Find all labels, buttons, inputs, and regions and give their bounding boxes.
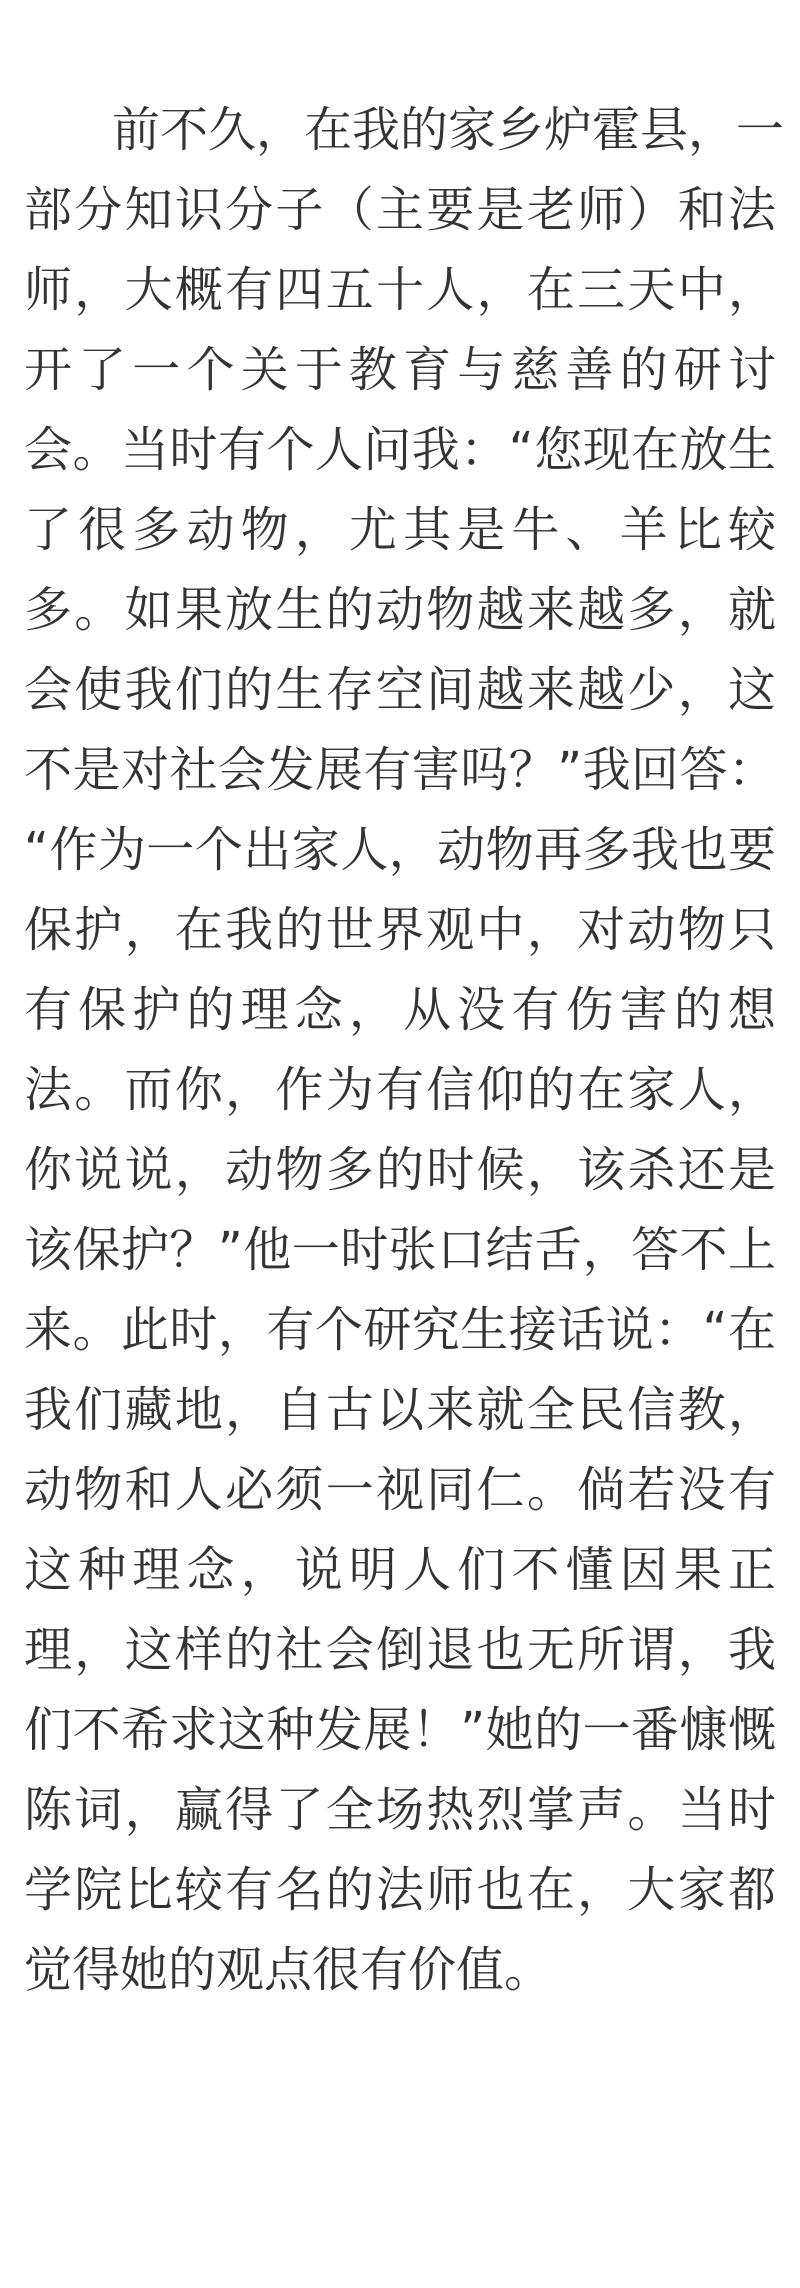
- text-line: 不是对社会发展有害吗？”我回答：: [24, 742, 776, 798]
- text-line: 该保护？”他一时张口结舌，答不上: [24, 1222, 776, 1278]
- text-line: 动物和人必须一视同仁。倘若没有: [24, 1462, 776, 1518]
- text-line: 保护，在我的世界观中，对动物只: [24, 902, 776, 958]
- text-line: 来。此时，有个研究生接话说：“在: [24, 1302, 776, 1358]
- text-line: 陈词，赢得了全场热烈掌声。当时: [24, 1782, 776, 1838]
- text-line: 部分知识分子（主要是老师）和法: [24, 182, 776, 238]
- text-line: 会使我们的生存空间越来越少，这: [24, 662, 776, 718]
- text-line: 师，大概有四五十人，在三天中，: [24, 262, 776, 318]
- text-line: 前不久，在我的家乡炉霍县，一: [112, 102, 785, 158]
- text-line: 理，这样的社会倒退也无所谓，我: [24, 1622, 776, 1678]
- text-line: 了很多动物，尤其是牛、羊比较: [24, 502, 776, 558]
- text-line: 这种理念，说明人们不懂因果正: [24, 1542, 776, 1598]
- text-line: 多。如果放生的动物越来越多，就: [24, 582, 776, 638]
- text-line: “作为一个出家人，动物再多我也要: [24, 822, 776, 878]
- text-line: 觉得她的观点很有价值。: [24, 1942, 553, 1998]
- text-line: 们不希求这种发展！”她的一番慷慨: [24, 1702, 776, 1758]
- text-line: 法。而你，作为有信仰的在家人，: [24, 1062, 776, 1118]
- text-line: 你说说，动物多的时候，该杀还是: [24, 1142, 776, 1198]
- text-line: 学院比较有名的法师也在，大家都: [24, 1862, 776, 1918]
- text-line: 会。当时有个人问我：“您现在放生: [24, 422, 776, 478]
- text-line: 我们藏地，自古以来就全民信教，: [24, 1382, 776, 1438]
- text-line: 有保护的理念，从没有伤害的想: [24, 982, 776, 1038]
- text-line: 开了一个关于教育与慈善的研讨: [24, 342, 776, 398]
